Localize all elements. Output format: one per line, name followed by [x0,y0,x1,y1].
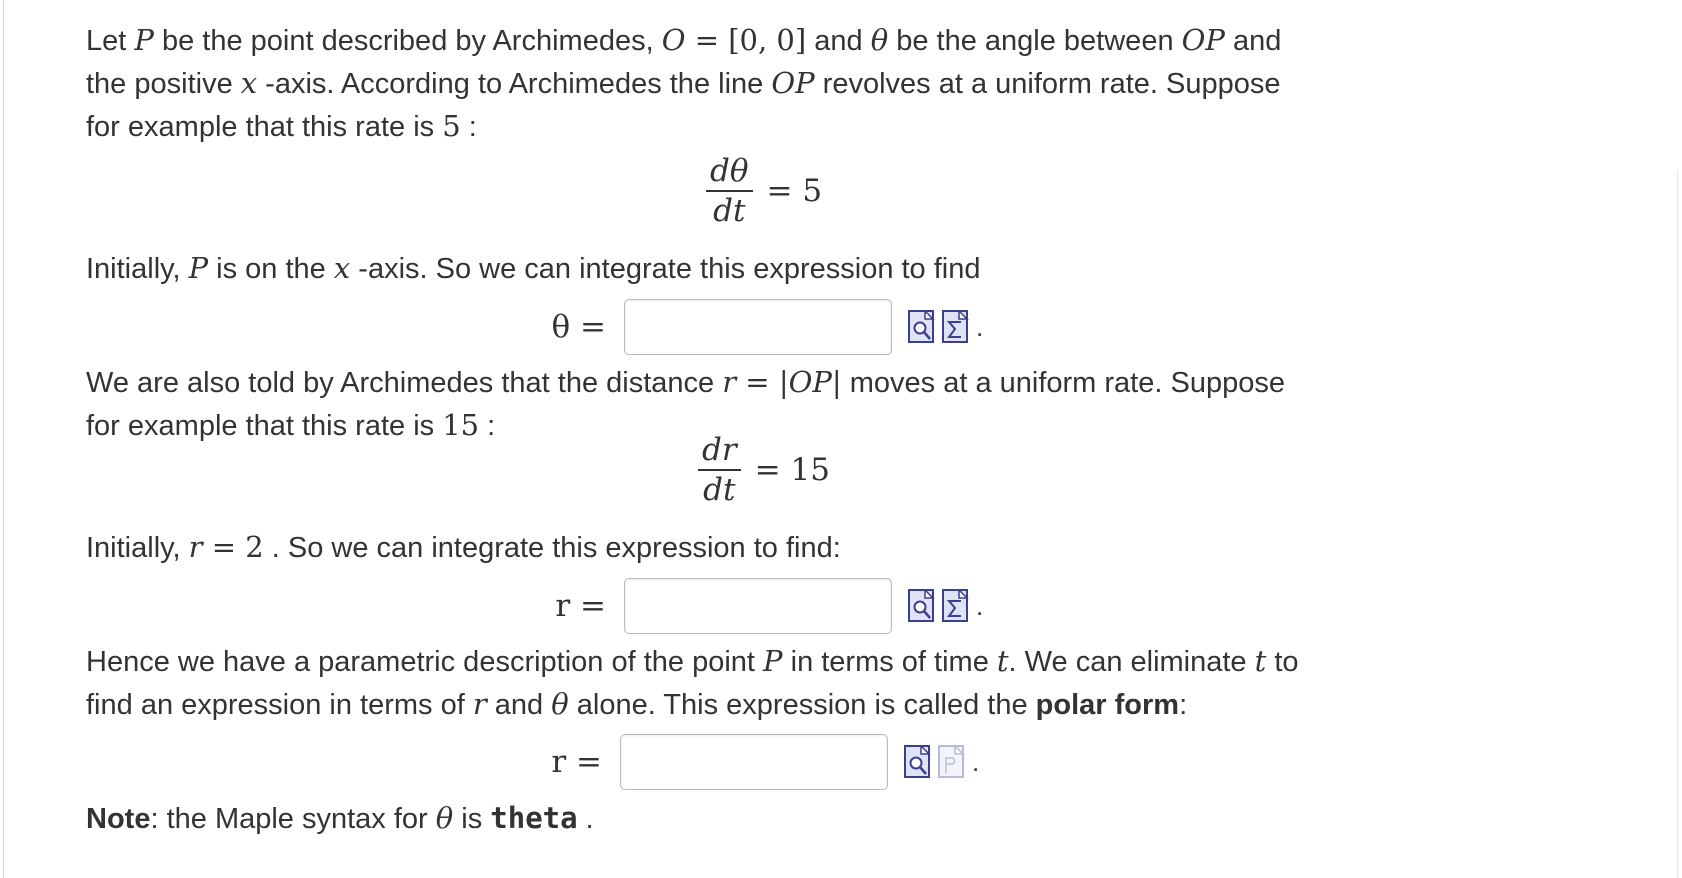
frame-border-right [1677,170,1678,878]
para5-line2: find an expression in terms of r and θ alone. This expression is called the polar form: [86,687,1188,721]
answer-row-r: r = . [536,578,983,634]
para5-line1: Hence we have a parametric description of the point P in terms of time t. We can eliminate t to [86,644,1299,678]
sigma-icon[interactable] [942,589,970,623]
para1-line2: the positive x -axis. According to Archimedes the line OP revolves at a uniform rate. Suppose [86,66,1281,100]
para3-line1: We are also told by Archimedes that the distance r = |OP| moves at a uniform rate. Suppose [86,365,1285,399]
code-theta: theta [490,801,578,835]
answer-row-polar: r = . [532,734,979,790]
para3-line2: for example that this rate is 15 : [86,408,496,442]
note-line: Note: the Maple syntax for θ is theta . [86,801,594,835]
preview-icon[interactable] [904,745,932,779]
answer-row-theta: θ = . [536,299,983,355]
theta-answer-input[interactable] [624,299,892,355]
answer-label-polar: r = [551,744,602,780]
sigma-icon[interactable] [942,310,970,344]
equation-dtheta-dt: $\frac{d\theta}{dt}$ = 5 [706,152,822,230]
polar-form-answer-input[interactable] [620,734,888,790]
para1-line3: for example that this rate is 5 : [86,109,477,143]
preview-icon[interactable] [908,310,936,344]
para1-line1: Let P be the point described by Archimedes, O = [0, 0] and θ be the angle between OP and [86,23,1282,57]
plot-icon [938,745,966,779]
fraction: $\frac{d\theta}{dt}$ [706,152,753,230]
fraction: $\frac{dr}{dt}$ [698,431,741,509]
equation-dr-dt: $\frac{dr}{dt}$ = 15 [698,431,830,509]
answer-label-theta: θ = [551,309,606,345]
para2-line: Initially, P is on the x -axis. So we can integrate this expression to find [86,251,981,285]
para4-line: Initially, r = 2 . So we can integrate this expression to find: [86,530,841,564]
preview-icon[interactable] [908,589,936,623]
frame-border-left [3,0,4,878]
r-answer-input[interactable] [624,578,892,634]
answer-label-r: r = [555,588,606,624]
